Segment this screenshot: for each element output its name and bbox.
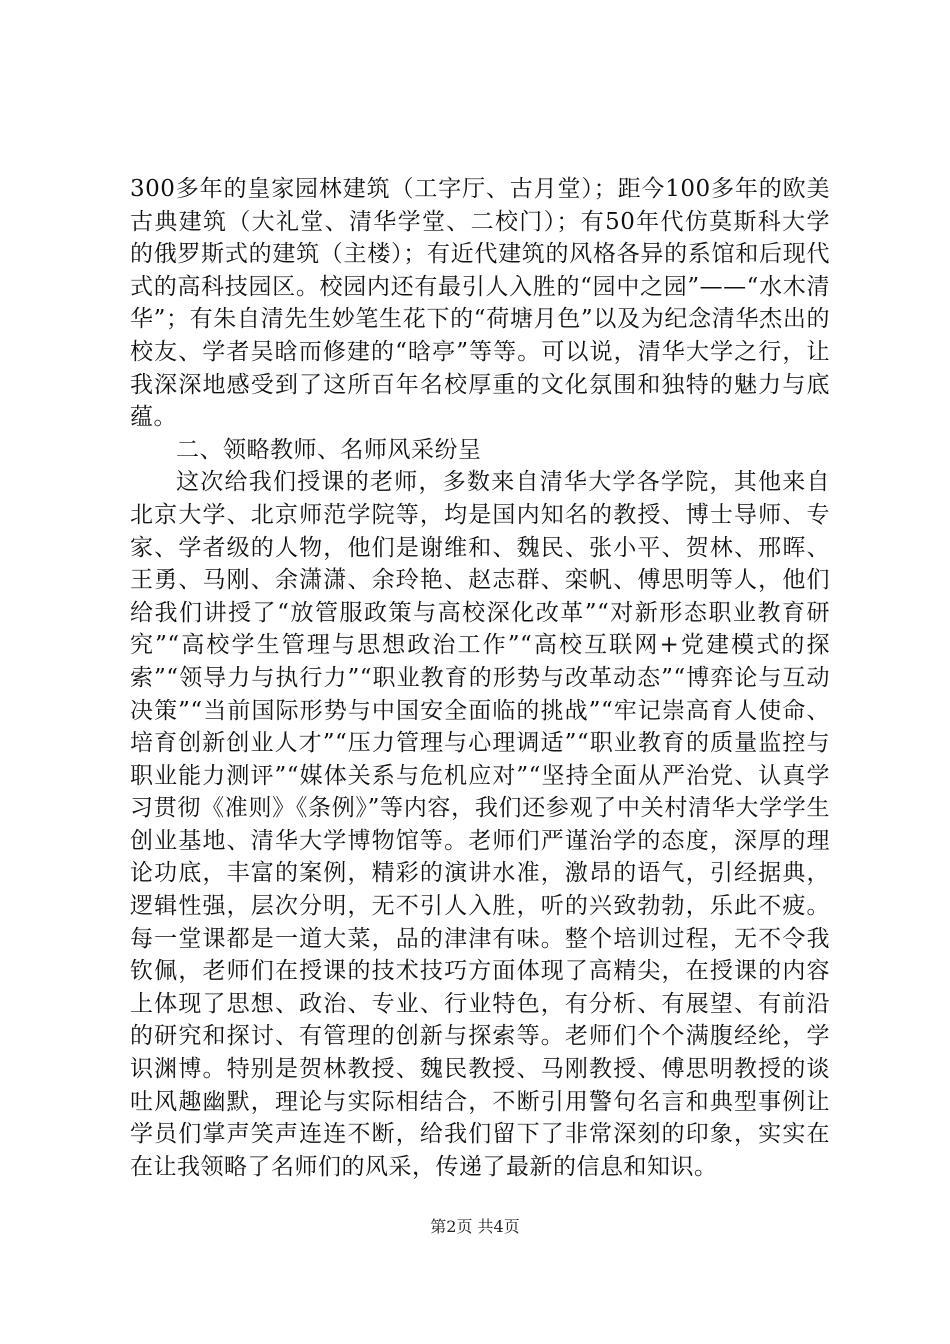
section-heading-teachers: 二、领略教师、名师风采纷呈 (176, 436, 482, 463)
page-number-footer: 第2页 共4页 (430, 1217, 520, 1236)
paragraph-teachers: 这次给我们授课的老师，多数来自清华大学各学院，其他来自北京大学、北京师范学院等，均是国内知名的教授、博士导师、专家、学者级的人物，他们是谢维和、魏民、张小平、贺林、邢晖、王勇、马刚、余潇潇、余玲艳、赵志群、栾帆、傅思明等人，他们给我们讲授了“放管服政策与高校深化改革”“对新形态职业教育研究”“高校学生管理与思想政治工作”“高校互联网+党建模式的探索”“领导力与执行力”“职业教育的形势与改革动态”“博弈论与互动决策”“当前国际形势与中国安全面临的挑战”“牢记崇高育人使命、培育创新创业人才”“压力管理与心理调适”“职业教育的质量监控与职业能力测评”“媒体关系与危机应对”“坚持全面从严治党、认真学习贯彻《准则》《条例》”等内容，我们还参观了中关村清华大学学生创业基地、清华大学博物馆等。老师们严谨治学的态度，深厚的理论功底，丰富的案例，精彩的演讲水准，激昂的语气，引经据典，逻辑性强，层次分明，无不引人入胜，听的兴致勃勃，乐此不疲。每一堂课都是一道大菜，品的津津有味。整个培训过程，无不令我钦佩，老师们在授课的技术技巧方面体现了高精尖，在授课的内容上体现了思想、政治、专业、行业特色，有分析、有展望、有前沿的研究和探讨、有管理的创新与探索等。老师们个个满腹经纶，学识渊博。特别是贺林教授、魏民教授、马刚教授、傅思明教授的谈吐风趣幽默，理论与实际相结合，不断引用警句名言和典型事例让学员们掌声笑声连连不断，给我们留下了非常深刻的印象，实实在在让我领略了名师们的风采，传递了最新的信息和知识。 (130, 469, 830, 1180)
document-body (130, 173, 830, 1183)
paragraph-campus-architecture: 300多年的皇家园林建筑（工字厅、古月堂）；距今100多年的欧美古典建筑（大礼堂、清华学堂、二校门）；有50年代仿莫斯科大学的俄罗斯式的建筑（主楼）；有近代建筑的风格各异的系馆和后现代式的高科技园区。校园内还有最引人入胜的“园中之园”——“水木清华”；有朱自清先生妙笔生花下的“荷塘月色”以及为纪念清华杰出的校友、学者吴晗而修建的“晗亭”等等。可以说，清华大学之行，让我深深地感受到了这所百年名校厚重的文化氛围和独特的魅力与底蕴。 (130, 176, 830, 431)
